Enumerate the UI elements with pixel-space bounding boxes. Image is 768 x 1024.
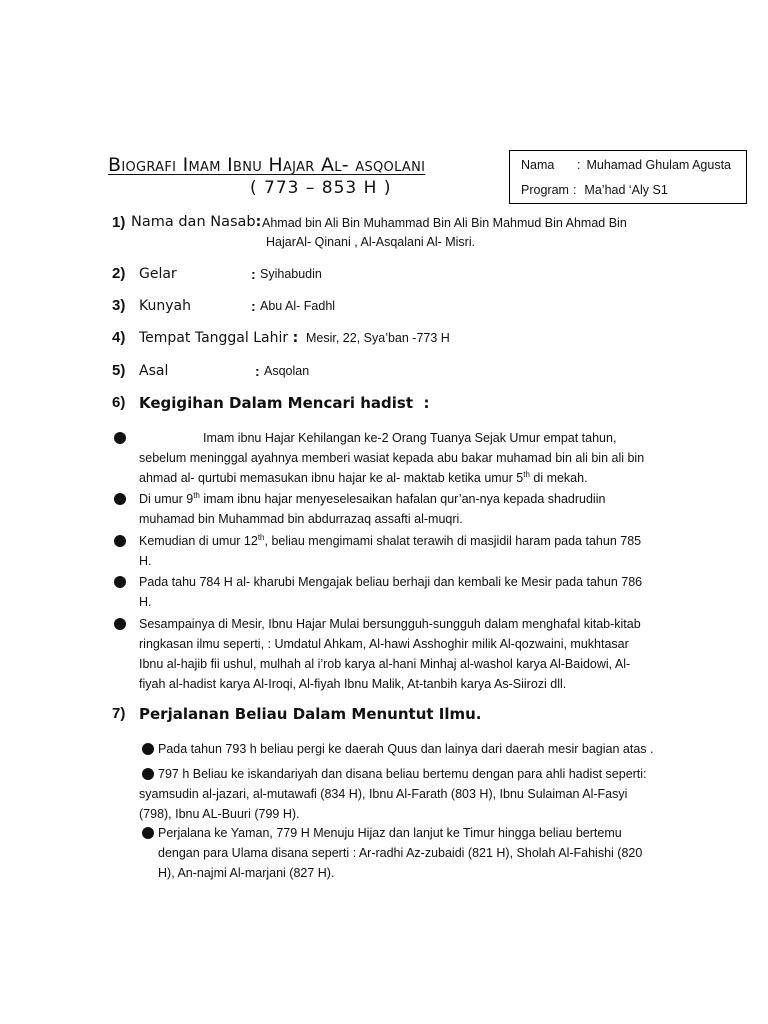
line: Sesampainya di Mesir, Ibnu Hajar Mulai bersungguh-sungguh dalam menghafal kitab-kitab	[139, 617, 641, 631]
line: (798), Ibnu AL-Buuri (799 H).	[139, 807, 300, 821]
section-6-bullet-2	[139, 489, 699, 529]
section-7-heading: Perjalanan Beliau Dalam Menuntut Ilmu.	[139, 705, 482, 723]
text: ahmad al- qurtubi memasukan ibnu hajar ke al- maktab ketika umur 5	[139, 471, 524, 485]
section-1-label	[131, 214, 261, 230]
section-6-heading-text: Kegigihan Dalam Mencari hadist	[139, 394, 414, 412]
line: dengan para Ulama disana seperti : Ar-radhi Az-zubaidi (821 H), Sholah Al-Fahishi (820	[158, 846, 643, 860]
section-6-bullet-4	[139, 572, 699, 612]
section-1-value-line-1: Ahmad bin Ali Bin Muhammad Bin Ali Bin Mahmud Bin Ahmad Bin	[262, 216, 627, 230]
program-separator: :	[572, 183, 577, 197]
section-5-number: 5)	[112, 362, 126, 379]
bullet-dot	[114, 432, 126, 444]
line: ringkasan ilmu seperti, : Umdatul Ahkam, Al-hawi Asshoghir milik Al-qozwaini, mukhtasar	[139, 637, 629, 651]
section-2-label: Gelar	[139, 266, 177, 282]
section-3-value: Abu Al- Fadhl	[260, 299, 336, 313]
line: Perjalana ke Yaman, 779 H Menuju Hijaz dan lanjut ke Timur hingga beliau bertemu	[158, 826, 622, 840]
bullet-dot	[142, 827, 154, 839]
bullet-dot	[114, 576, 126, 588]
section-1-label-text: Nama dan Nasab	[131, 214, 256, 230]
section-7-bullet-1	[158, 739, 698, 759]
text: Kemudian di umur 12	[139, 534, 258, 548]
line	[139, 468, 699, 488]
program-row	[521, 183, 668, 197]
program-value: Ma’had ‘Aly S1	[584, 183, 668, 197]
section-6-number: 6)	[112, 394, 126, 411]
section-1-number: 1)	[112, 214, 126, 231]
bullet-dot	[114, 535, 126, 547]
section-6-bullet-1	[139, 428, 699, 488]
section-5-label: Asal	[139, 363, 169, 379]
section-5-value: Asqolan	[264, 364, 310, 378]
section-5-colon: :	[255, 363, 260, 379]
line: H), An-najmi Al-marjani (827 H).	[158, 866, 335, 880]
section-4-number: 4)	[112, 329, 126, 346]
superscript: th	[193, 490, 200, 500]
section-2-value: Syihabudin	[260, 267, 322, 281]
section-4-colon: :	[292, 330, 299, 346]
bullet-dot	[114, 618, 126, 630]
name-value: Muhamad Ghulam Agusta	[586, 158, 732, 172]
section-4-label-text: Tempat Tanggal Lahir	[139, 330, 289, 346]
name-row	[521, 158, 731, 172]
line: H.	[139, 595, 152, 609]
line: fiyah al-hadist karya Al-Iroqi, Al-fiyah Ibnu Malik, At-tanbih karya As-Siirozi dll.	[139, 677, 567, 691]
line: muhamad bin Muhammad bin abdurrazaq assafti al-muqri.	[139, 512, 463, 526]
section-4-value: Mesir, 22, Sya’ban -773 H	[306, 331, 450, 345]
section-3-label: Kunyah	[139, 298, 191, 314]
section-6-bullet-3	[139, 531, 699, 571]
line	[139, 489, 699, 509]
document-title: Biografi Imam Ibnu Hajar Al- asqolani	[108, 154, 426, 176]
name-label: Nama	[521, 158, 555, 172]
section-6-heading	[139, 394, 429, 412]
line: Ibnu al-hajib fii ushul, mulhah al i’rob karya al-hani Minhaj al-washol karya Al-Baidowi, Al-	[139, 657, 631, 671]
section-7-number: 7)	[112, 705, 126, 722]
superscript: th	[257, 532, 265, 542]
section-7-bullet-3	[158, 823, 698, 883]
section-3-number: 3)	[112, 297, 126, 314]
section-1-colon: :	[255, 214, 262, 230]
section-4-label	[139, 330, 298, 346]
section-7-bullet-2	[139, 764, 699, 824]
section-1-value-line-2: HajarAl- Qinani , Al-Asqalani Al- Misri.	[266, 235, 476, 249]
line: Pada tahu 784 H al- kharubi Mengajak beliau berhaji dan kembali ke Mesir pada tahun 786	[139, 575, 643, 589]
name-separator: :	[577, 158, 581, 172]
line: Pada tahun 793 h beliau pergi ke daerah Quus dan lainya dari daerah mesir bagian atas .	[158, 742, 654, 756]
text: imam ibnu hajar menyeselesaikan hafalan qur’an-nya kepada shadrudiin	[199, 492, 606, 506]
text: , beliau mengimami shalat terawih di masjidil haram pada tahun 785	[264, 534, 642, 548]
bullet-dot	[114, 493, 126, 505]
bullet-dot	[142, 743, 154, 755]
student-info-box	[509, 150, 747, 204]
program-label: Program	[521, 183, 569, 197]
line: sebelum meninggal ayahnya memberi wasiat kepada abu bakar muhamad bin ali bin ali bin	[139, 451, 645, 465]
section-6-colon: :	[423, 394, 430, 412]
document-subtitle: ( 773 – 853 H )	[250, 178, 392, 198]
line	[139, 531, 699, 551]
section-2-number: 2)	[112, 265, 126, 282]
line: 797 h Beliau ke iskandariyah dan disana beliau bertemu dengan para ahli hadist seperti:	[158, 767, 647, 781]
line: syamsudin al-jazari, al-mutawafi (834 H), Ibnu Al-Farath (803 H), Ibnu Sulaiman Al-Fasyi	[139, 787, 628, 801]
line: Imam ibnu Hajar Kehilangan ke-2 Orang Tuanya Sejak Umur empat tahun,	[203, 431, 617, 445]
section-2-colon: :	[251, 266, 256, 282]
section-3-colon: :	[251, 298, 256, 314]
section-6-bullet-5	[139, 614, 699, 694]
text: Di umur 9	[139, 492, 194, 506]
text: di mekah.	[529, 471, 588, 485]
line: H.	[139, 554, 152, 568]
superscript: th	[523, 469, 530, 479]
